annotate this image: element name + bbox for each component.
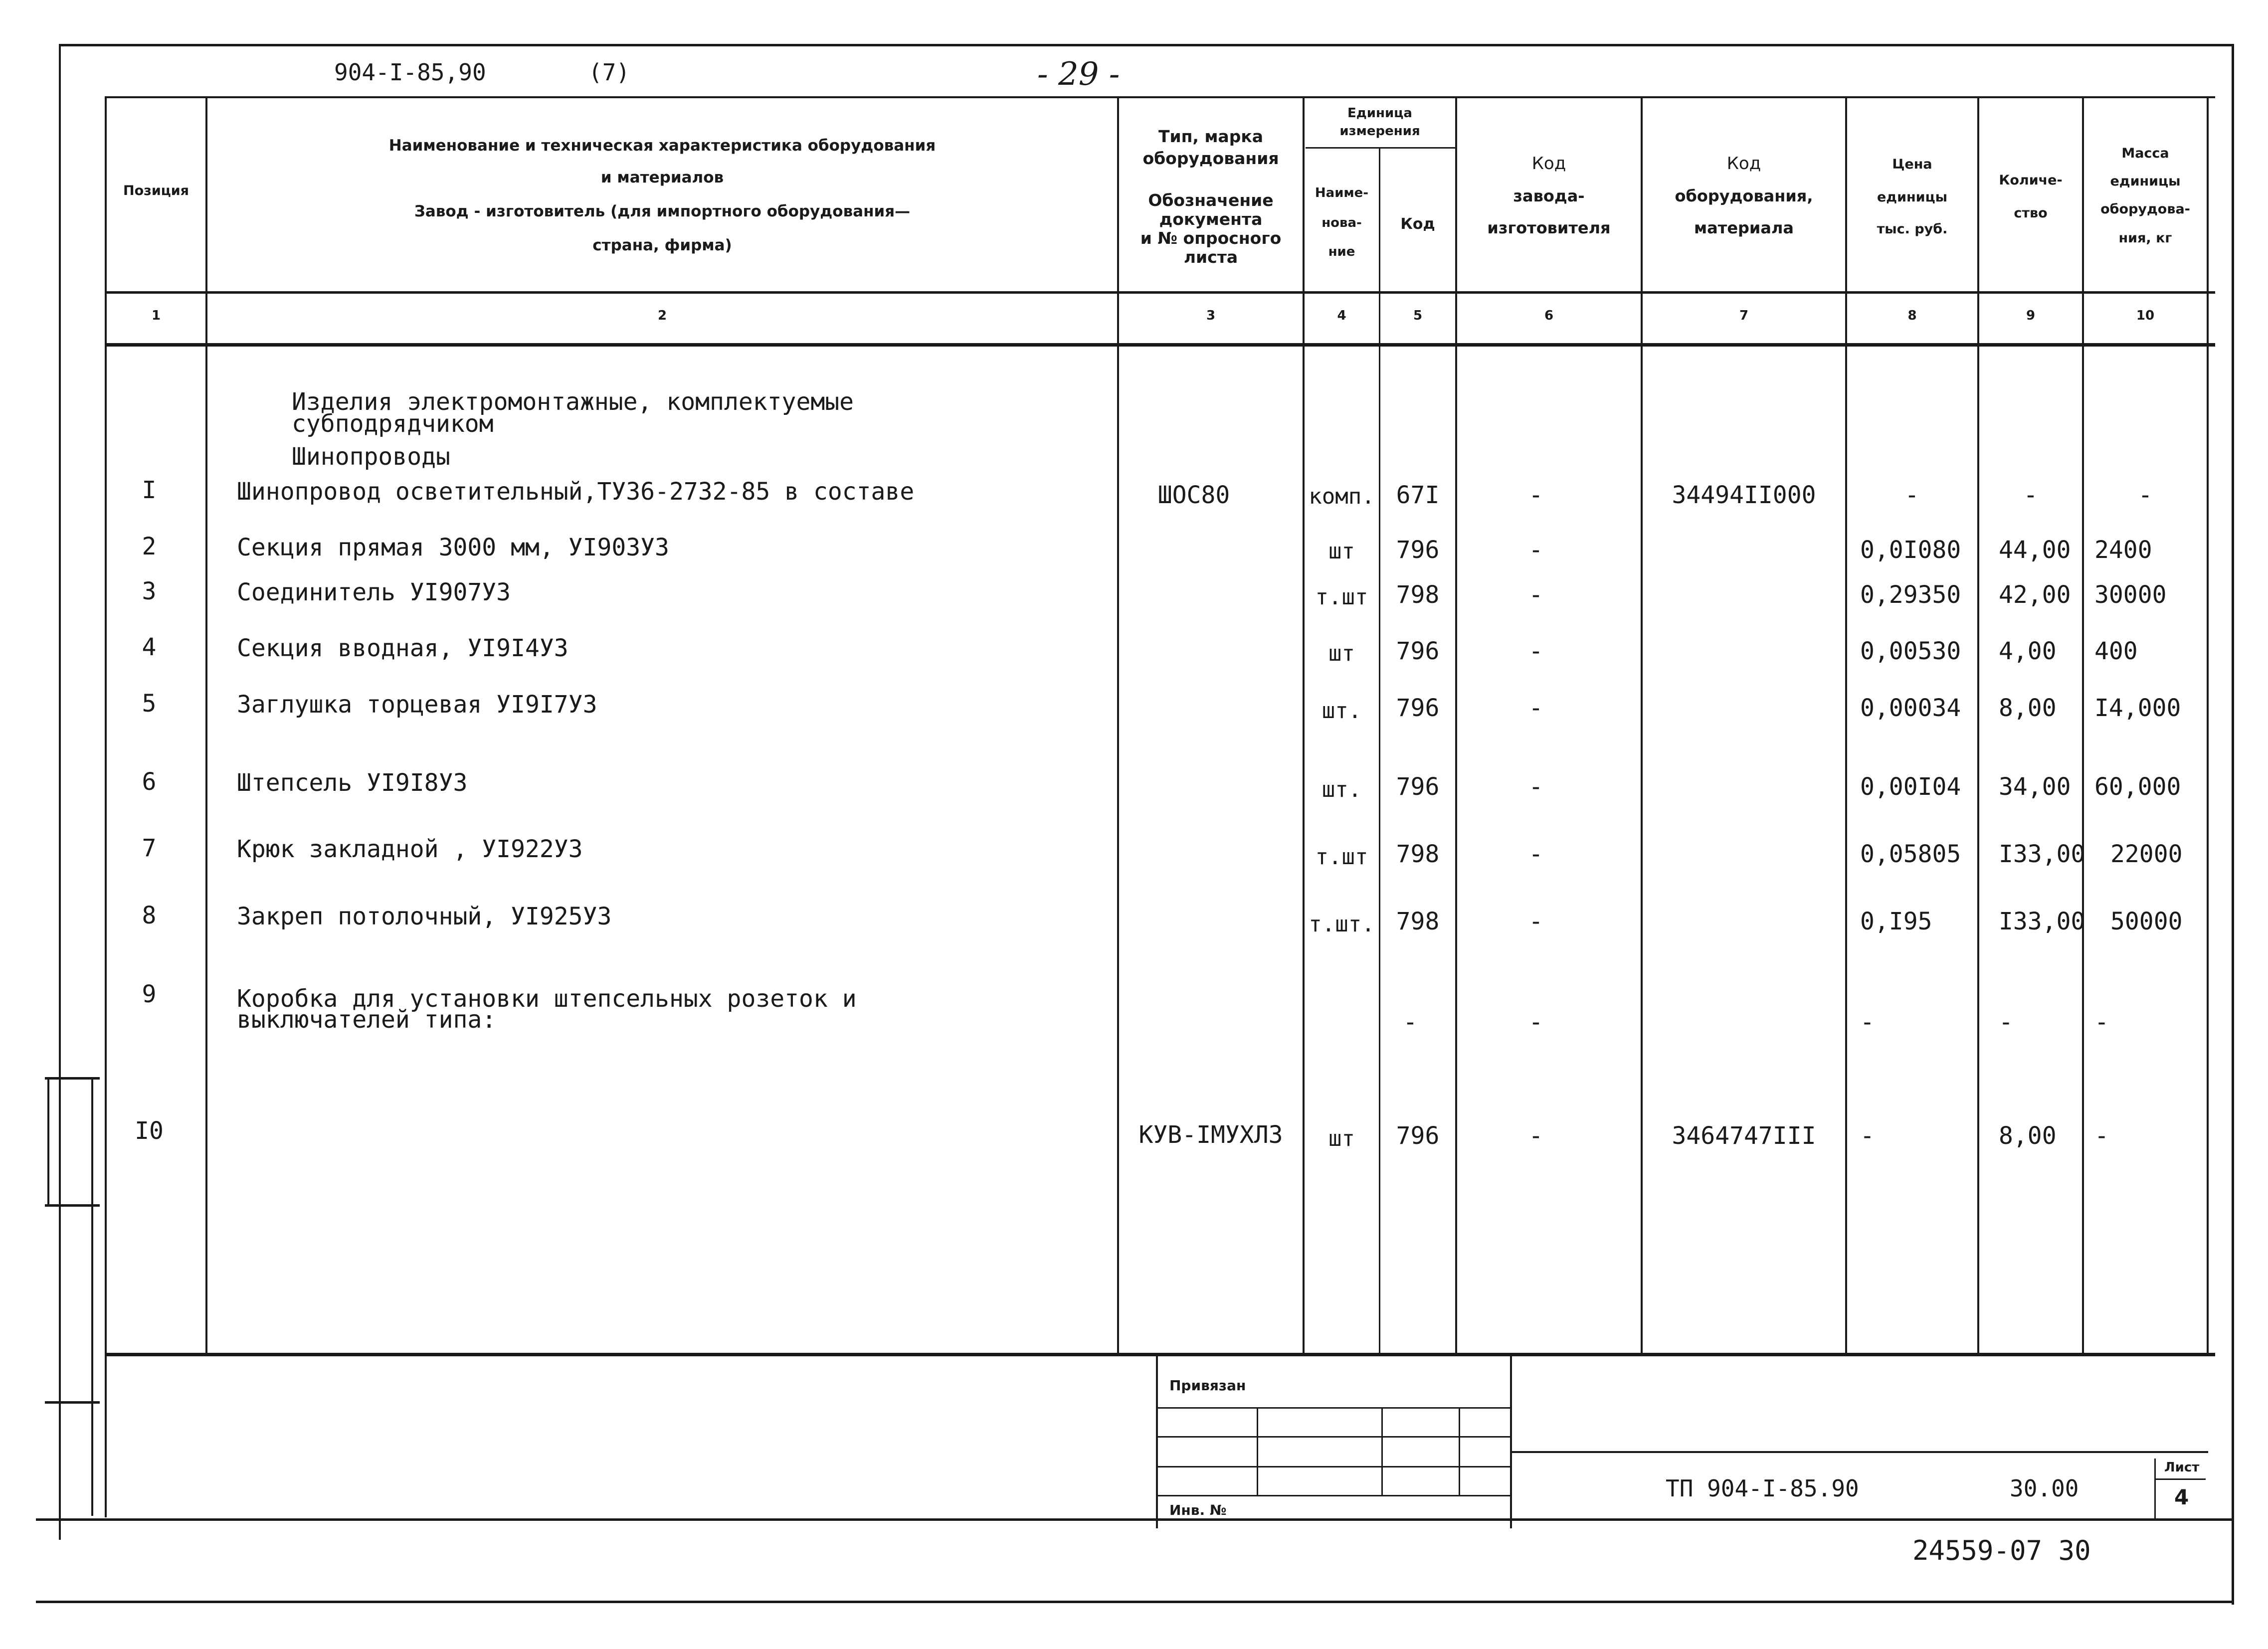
stamp-sheet-number: 4: [2174, 1485, 2189, 1509]
row-name: Крюк закладной , УI922У3: [237, 835, 583, 863]
row-unit-code: 796: [1396, 773, 1440, 801]
row-mass: 60,000: [2094, 773, 2181, 801]
row-unit-code: 798: [1396, 581, 1440, 609]
header-unit-name-line2: нова-: [1322, 215, 1362, 230]
row-factory-code: -: [1528, 581, 1543, 609]
header-equip-line1: Код: [1726, 154, 1761, 174]
row-quantity: -: [2023, 481, 2038, 509]
row-unit: т.шт.: [1309, 912, 1375, 937]
row-mass: 400: [2094, 637, 2138, 665]
stamp-top-line: [1156, 1356, 1158, 1528]
row-unit-code: -: [1403, 1008, 1418, 1036]
row-name: Соединитель УI907У3: [237, 578, 511, 606]
row-position: 6: [142, 768, 157, 796]
row-price: 0,0I080: [1860, 536, 1961, 564]
row-factory-code: -: [1528, 908, 1543, 935]
frame-right: [2232, 44, 2234, 1605]
col-sep-8: [1977, 96, 1979, 1355]
sheet-marker: (7): [588, 59, 630, 86]
header-type-line5: и № опросного: [1140, 228, 1282, 248]
section-title-line2: субподрядчиком: [292, 410, 494, 438]
table-top-line: [105, 96, 2215, 98]
stamp-row-line: [1158, 1466, 1510, 1467]
header-factory-line1: Код: [1531, 154, 1566, 174]
row-unit: т.шт: [1315, 844, 1368, 870]
col-sep-4: [1379, 147, 1380, 1355]
row-mass: 50000: [2110, 908, 2183, 935]
row-mass: 22000: [2110, 840, 2183, 868]
row-mass: 2400: [2094, 536, 2152, 564]
header-unit-group-line1: Единица: [1347, 106, 1412, 121]
row-price: 0,29350: [1860, 581, 1961, 609]
stamp-col-line: [1257, 1407, 1258, 1496]
row-position: 9: [142, 980, 157, 1008]
row-mass: -: [2094, 1122, 2109, 1150]
row-factory-code: -: [1528, 773, 1543, 801]
col-number-4: 4: [1337, 308, 1346, 323]
row-factory-code: -: [1528, 1008, 1543, 1036]
row-quantity: 34,00: [1999, 773, 2071, 801]
stamp-row-line: [1158, 1495, 1510, 1496]
header-unit-name-line1: Наиме-: [1315, 185, 1369, 200]
row-factory-code: -: [1528, 840, 1543, 868]
row-position: I0: [135, 1117, 164, 1145]
stamp-col-line: [1381, 1407, 1383, 1496]
header-equip-line2: оборудования,: [1675, 186, 1813, 205]
row-price: -: [1904, 481, 1919, 509]
unit-group-line: [1306, 147, 1456, 149]
col-sep-7: [1845, 96, 1847, 1355]
stamp-inventory-label: Инв. №: [1169, 1502, 1227, 1518]
row-quantity: I33,00: [1999, 840, 2085, 868]
row-unit: шт.: [1322, 777, 1362, 802]
row-equipment-code: 3464747III: [1672, 1122, 1816, 1150]
frame-top: [60, 44, 2234, 46]
header-price-line1: Цена: [1892, 157, 1932, 172]
row-equipment-code: 34494II000: [1672, 481, 1816, 509]
row-unit: шт.: [1322, 698, 1362, 724]
row-factory-code: -: [1528, 637, 1543, 665]
header-factory-line2: завода-: [1513, 186, 1585, 205]
row-quantity: 4,00: [1999, 637, 2057, 665]
row-unit-code: 796: [1396, 694, 1440, 722]
frame-left: [59, 44, 61, 1540]
stamp-document-code: ТП 904-I-85.90: [1666, 1475, 1859, 1502]
header-mass-line2: единицы: [2110, 174, 2181, 189]
row-position: 8: [142, 902, 157, 929]
stamp-title-line: [1511, 1451, 2208, 1453]
header-bottom-line: [105, 291, 2215, 294]
col-sep-3: [1303, 96, 1305, 1355]
row-price: 0,00530: [1860, 637, 1961, 665]
header-price-line3: тыс. руб.: [1877, 221, 1948, 237]
row-position: 3: [142, 577, 157, 605]
frame-bottom: [36, 1601, 2234, 1603]
row-factory-code: -: [1528, 1122, 1543, 1150]
table-right-line: [2207, 96, 2209, 1355]
row-mass: -: [2094, 1008, 2109, 1036]
header-name-line3: Завод - изготовитель (для импортного оборудования—: [414, 202, 911, 220]
row-position: I: [142, 476, 157, 504]
row-unit: шт: [1328, 539, 1355, 564]
row-factory-code: -: [1528, 481, 1543, 509]
row-name: Заглушка торцевая УI9I7У3: [237, 691, 597, 719]
row-unit: т.шт: [1315, 584, 1368, 610]
row-quantity: I33,00: [1999, 908, 2085, 935]
stamp-divider: [1510, 1356, 1512, 1528]
row-quantity: 8,00: [1999, 694, 2057, 722]
row-position: 7: [142, 834, 157, 862]
row-price: -: [1860, 1122, 1875, 1150]
row-position: 4: [142, 633, 157, 661]
header-position: Позиция: [123, 183, 189, 198]
col-number-1: 1: [151, 308, 161, 323]
header-unit-group-line2: измерения: [1339, 124, 1420, 139]
col-sep-5: [1455, 96, 1457, 1355]
margin-strip-vertical: [47, 1077, 49, 1207]
header-mass-line4: ния, кг: [2118, 230, 2172, 246]
margin-strip-vertical: [91, 1077, 93, 1516]
header-equip-line3: материала: [1694, 218, 1794, 237]
row-price: 0,00034: [1860, 694, 1961, 722]
col-sep-1: [205, 96, 207, 1355]
row-name: Закреп потолочный, УI925У3: [237, 903, 612, 930]
row-factory-code: -: [1528, 694, 1543, 722]
col-number-6: 6: [1544, 308, 1554, 323]
stamp-row-line: [1158, 1436, 1510, 1438]
header-qty-line1: Количе-: [1999, 173, 2063, 188]
row-quantity: -: [1999, 1008, 2013, 1036]
archive-number: 24559-07 30: [1912, 1535, 2091, 1566]
row-name: Секция вводная, УI9I4У3: [237, 634, 568, 662]
col-number-3: 3: [1206, 308, 1216, 323]
document-code: 904-I-85,90: [334, 59, 486, 86]
stamp-linked-label: Привязан: [1169, 1377, 1246, 1394]
header-unit-code: Код: [1400, 215, 1435, 233]
row-unit-code: 798: [1396, 908, 1440, 935]
row-unit-code: 796: [1396, 1122, 1440, 1150]
row-unit-code: 67I: [1396, 481, 1440, 509]
row-name: Штепсель УI9I8У3: [237, 769, 468, 797]
col-number-9: 9: [2026, 308, 2036, 323]
col-number-7: 7: [1739, 308, 1749, 323]
col-number-5: 5: [1413, 308, 1423, 323]
header-factory-line3: изготовителя: [1487, 218, 1611, 237]
header-mass-line3: оборудова-: [2100, 201, 2190, 217]
header-price-line2: единицы: [1877, 189, 1948, 205]
stamp-row-line: [1158, 1407, 1510, 1409]
table-bottom-line: [105, 1353, 2215, 1356]
col-sep-2: [1117, 96, 1119, 1355]
stamp-sheet-box-left: [2154, 1459, 2156, 1518]
header-type-line1: Тип, марка: [1158, 127, 1263, 146]
row-price: -: [1860, 1008, 1875, 1036]
row-unit: шт: [1328, 641, 1355, 666]
header-type-line2: оборудования: [1142, 149, 1279, 168]
row-quantity: 44,00: [1999, 536, 2071, 564]
row-mass: I4,000: [2094, 694, 2181, 722]
row-name: Шинопровод осветительный,ТУ36-2732-85 в составе: [237, 478, 915, 506]
stamp-section: 30.00: [2010, 1475, 2079, 1502]
col-number-2: 2: [657, 308, 667, 323]
row-name-line2: выключателей типа:: [237, 1006, 497, 1034]
header-name-line1: Наименование и техническая характеристика оборудования: [388, 137, 936, 155]
col-sep-9: [2082, 96, 2084, 1355]
stamp-sheet-label: Лист: [2164, 1460, 2200, 1475]
row-unit-code: 798: [1396, 840, 1440, 868]
header-name-line2: и материалов: [600, 169, 724, 186]
header-type-line3: Обозначение: [1148, 190, 1274, 210]
page-number: - 29 -: [1037, 56, 1120, 93]
col-number-8: 8: [1907, 308, 1917, 323]
row-unit: комп.: [1309, 484, 1375, 509]
row-type: КУВ-IМУХЛ3: [1138, 1121, 1283, 1149]
row-name: Секция прямая 3000 мм, УI903У3: [237, 534, 669, 561]
row-quantity: 8,00: [1999, 1122, 2057, 1150]
section-title-line1: Изделия электромонтажные, комплектуемые: [292, 388, 854, 416]
row-position: 5: [142, 690, 157, 718]
row-price: 0,05805: [1860, 840, 1961, 868]
col-number-10: 10: [2136, 308, 2155, 323]
bottom-cut-line: [36, 1518, 2234, 1521]
row-quantity: 42,00: [1999, 581, 2071, 609]
colnum-bottom-line: [105, 343, 2215, 347]
header-qty-line2: ство: [2014, 205, 2048, 221]
col-sep-6: [1641, 96, 1643, 1355]
header-type-line6: листа: [1183, 247, 1238, 267]
header-mass-line1: Масса: [2121, 146, 2169, 161]
section-subtitle: Шинопроводы: [292, 443, 450, 471]
row-type: ШОС80: [1157, 481, 1230, 509]
stamp-col-line: [1459, 1407, 1460, 1496]
stamp-sheet-box-line: [2156, 1478, 2206, 1480]
header-unit-name-line3: ние: [1328, 244, 1355, 259]
row-price: 0,I95: [1860, 908, 1932, 935]
row-unit-code: 796: [1396, 536, 1440, 564]
header-type-line4: документа: [1159, 209, 1263, 229]
row-unit: шт: [1328, 1126, 1355, 1151]
row-mass: 30000: [2094, 581, 2167, 609]
row-factory-code: -: [1528, 536, 1543, 564]
row-price: 0,00I04: [1860, 773, 1961, 801]
header-name-line4: страна, фирма): [592, 236, 732, 254]
row-unit-code: 796: [1396, 637, 1440, 665]
row-mass: -: [2138, 481, 2153, 509]
row-name-line1: Коробка для установки штепсельных розеток и: [237, 985, 857, 1013]
row-position: 2: [142, 533, 157, 560]
